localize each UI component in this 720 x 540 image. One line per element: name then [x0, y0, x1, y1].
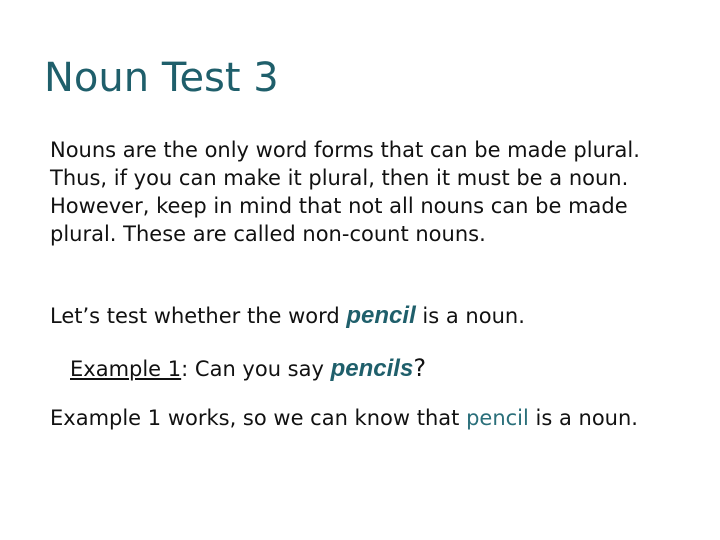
test-line-prefix: Let’s test whether the word	[50, 304, 347, 328]
example-question: : Can you say	[181, 357, 331, 381]
conclusion-word: pencil	[466, 406, 529, 430]
test-line	[50, 302, 700, 330]
slide-title: Noun Test 3	[44, 55, 279, 101]
conclusion-prefix: Example 1 works, so we can know that	[50, 406, 467, 430]
example-word: pencils	[330, 355, 414, 382]
conclusion-paragraph	[50, 404, 700, 432]
example-label: Example 1	[70, 357, 182, 381]
test-line-suffix: is a noun.	[415, 304, 525, 328]
example-line	[70, 354, 720, 383]
test-word: pencil	[346, 302, 416, 329]
conclusion-suffix: is a noun.	[528, 406, 638, 430]
intro-paragraph: Nouns are the only word forms that can be made plural. Thus, if you can make it plural, then it must be a noun. However, keep in mind that not all nouns can be made plural. These are called non-count nouns.	[50, 138, 640, 246]
example-qmark: ?	[413, 354, 427, 382]
